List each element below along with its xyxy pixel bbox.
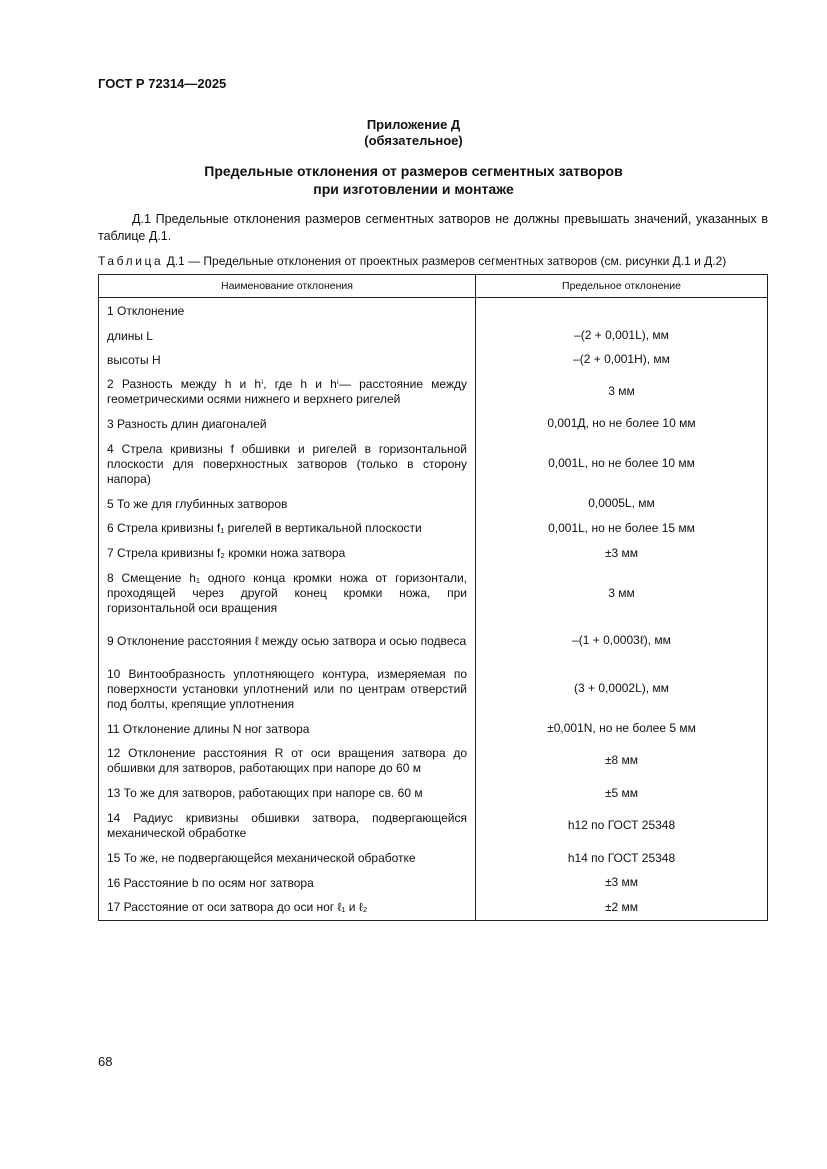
deviation-name-cell (99, 412, 476, 436)
column-header-limit-deviation: Предельное отклонение (476, 275, 768, 298)
deviation-name-text: 17 Расстояние от оси затвора до оси ног ℓ₁ и ℓ₂ (107, 900, 368, 915)
section-heading-line-2: при изготовлении и монтаже (313, 181, 514, 197)
limit-deviation-cell: 0,001L, но не более 10 мм (476, 436, 768, 492)
deviation-name-cell (99, 846, 476, 871)
deviation-name-text: 3 Разность длин диагоналей (107, 416, 267, 431)
table-row (99, 541, 768, 566)
table-row (99, 324, 768, 348)
deviation-name-text: 8 Смещение h₁ одного конца кромки ножа от горизонтали, проходящей через другой конец кромки ножа, при горизонтальной оси вращения (107, 571, 467, 615)
table-row (99, 436, 768, 492)
table-row (99, 895, 768, 921)
limit-deviation-cell: ±2 мм (476, 895, 768, 921)
table-row (99, 806, 768, 846)
limit-deviation-cell: 3 мм (476, 372, 768, 412)
limit-deviation-cell: 0,001Д, но не более 10 мм (476, 412, 768, 436)
intro-paragraph: Д.1 Предельные отклонения размеров сегментных затворов не должны превышать значений, указанных в таблице Д.1. (98, 212, 768, 243)
deviation-name-text: 16 Расстояние b по осям ног затвора (107, 875, 314, 890)
deviation-name-cell (99, 541, 476, 566)
table-row (99, 781, 768, 806)
limit-deviation-cell: –(2 + 0,001L), мм (476, 324, 768, 348)
limit-deviation-cell: ±3 мм (476, 871, 768, 895)
limit-deviation-cell: (3 + 0,0002L), мм (476, 661, 768, 717)
table-row (99, 566, 768, 621)
deviation-name-cell (99, 566, 476, 621)
table-row (99, 348, 768, 372)
table-row (99, 717, 768, 741)
deviation-name-cell (99, 781, 476, 806)
deviation-name-cell (99, 372, 476, 412)
deviation-name-text: высоты H (107, 352, 161, 367)
table-row (99, 492, 768, 516)
column-header-deviation-name: Наименование отклонения (99, 275, 476, 298)
deviation-name-cell (99, 348, 476, 372)
limit-deviation-cell: ±8 мм (476, 741, 768, 781)
limit-deviation-cell: 3 мм (476, 566, 768, 621)
limit-deviation-cell: 0,001L, но не более 15 мм (476, 516, 768, 541)
deviation-name-text: 2 Разность между h и hⁱ, где h и hⁱ— расстояние между геометрическими осями нижнего и верхнего ригелей (107, 377, 467, 406)
table-row (99, 621, 768, 661)
table-row (99, 298, 768, 324)
appendix-title: Приложение Д (366, 117, 461, 132)
deviation-name-cell (99, 741, 476, 781)
limit-deviation-cell: –(1 + 0,0003ℓ), мм (476, 621, 768, 661)
deviation-name-cell (99, 871, 476, 895)
limit-deviation-cell: h14 по ГОСТ 25348 (476, 846, 768, 871)
deviation-name-text: 15 То же, не подвергающейся механической обработке (107, 851, 416, 865)
deviation-name-text: 10 Винтообразность уплотняющего контура, измеряемая по поверхности установки уплотнений или по центрам отверстий под болты, крепящие уплотнения (107, 666, 467, 711)
deviation-name-text: 12 Отклонение расстояния R от оси вращения затвора до обшивки для затворов, работающих при напоре до 60 м (107, 746, 467, 775)
table-row (99, 846, 768, 871)
table-row (99, 516, 768, 541)
deviation-name-cell (99, 324, 476, 348)
table-row (99, 871, 768, 895)
deviation-name-cell (99, 806, 476, 846)
limit-deviation-cell: 0,0005L, мм (476, 492, 768, 516)
deviation-name-text: 11 Отклонение длины N ног затвора (107, 721, 310, 736)
deviation-name-cell (99, 516, 476, 541)
table-caption (98, 254, 768, 268)
deviation-name-text: 13 То же для затворов, работающих при напоре св. 60 м (107, 786, 423, 800)
table-header-row (99, 275, 768, 298)
deviation-name-cell (99, 661, 476, 717)
deviation-name-text: длины L (107, 328, 153, 343)
table-row (99, 412, 768, 436)
table-row (99, 661, 768, 717)
table-row (99, 372, 768, 412)
deviations-table (98, 274, 768, 921)
section-heading-line-1: Предельные отклонения от размеров сегментных затворов (204, 163, 623, 179)
deviation-name-cell (99, 298, 476, 324)
limit-deviation-cell: ±3 мм (476, 541, 768, 566)
deviation-name-cell (99, 492, 476, 516)
deviation-name-text: 5 То же для глубинных затворов (107, 496, 288, 511)
limit-deviation-cell: –(2 + 0,001H), мм (476, 348, 768, 372)
deviation-name-text: 14 Радиус кривизны обшивки затвора, подвергающейся механической обработке (107, 811, 467, 840)
deviation-name-text: 6 Стрела кривизны f₁ ригелей в вертикальной плоскости (107, 521, 422, 535)
limit-deviation-cell: ±0,001N, но не более 5 мм (476, 717, 768, 741)
deviation-name-text: 1 Отклонение (107, 303, 185, 318)
deviation-name-text: 9 Отклонение расстояния ℓ между осью затвора и осью подвеса (107, 633, 467, 648)
deviation-name-cell (99, 436, 476, 492)
table-caption-text: Д.1 — Предельные отклонения от проектных размеров сегментных затворов (см. рисунки Д.1 и Д.2) (163, 254, 727, 268)
page-number: 68 (98, 1054, 113, 1069)
limit-deviation-cell: h12 по ГОСТ 25348 (476, 806, 768, 846)
appendix-status: (обязательное) (364, 133, 463, 148)
deviation-name-cell (99, 717, 476, 741)
deviation-name-text: 4 Стрела кривизны f обшивки и ригелей в горизонтальной плоскости для поверхностных затворов (только в сторону напора) (107, 441, 467, 486)
document-standard-code: ГОСТ Р 72314—2025 (98, 76, 227, 91)
deviation-name-cell (99, 895, 476, 921)
limit-deviation-cell: ±5 мм (476, 781, 768, 806)
limit-deviation-cell (476, 298, 768, 324)
deviation-name-text: 7 Стрела кривизны f₂ кромки ножа затвора (107, 546, 346, 560)
table-row (99, 741, 768, 781)
deviation-name-cell (99, 621, 476, 661)
table-caption-label: Таблица (98, 254, 164, 268)
